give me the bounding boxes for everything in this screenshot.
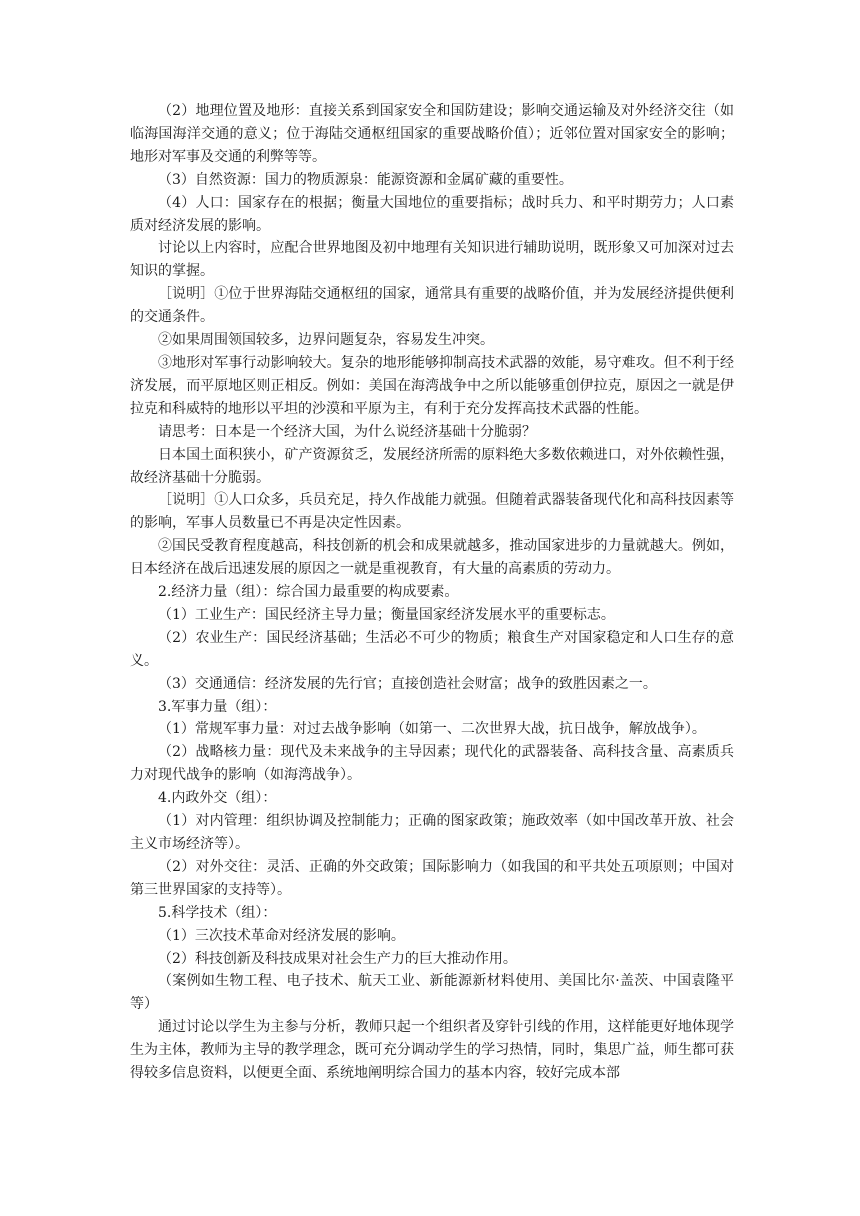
heading-science-technology: 5.科学技术（组）： bbox=[158, 904, 277, 921]
paragraph-teaching-method: 通过讨论以学生为主参与分析，教师只起一个组织者及穿针引线的作用，这样能更好地体现学生为主体，教师为主导的教学理念，既可充分调动学生的学习热情，同时，集思广益，师生都可获得较多信息资料，以便更全面、系统地阐明综合国力的基本内容，较好完成本部 bbox=[130, 1019, 734, 1082]
paragraph-strategic-nuclear: （2）战略核力量：现代及未来战争的主导因素；现代化的武器装备、高科技含量、高素质兵力对现代战争的影响（如海湾战争）。 bbox=[130, 744, 734, 784]
paragraph-explanation-1: ［说明］①位于世界海陆交通枢纽的国家，通常具有重要的战略价值，并为发展经济提供便利的交通条件。 bbox=[130, 286, 734, 326]
heading-economic-power: 2.经济力量（组）：综合国力最重要的构成要素。 bbox=[158, 584, 459, 601]
paragraph-natural-resources: （3）自然资源：国力的物质源泉：能源资源和金属矿藏的重要性。 bbox=[158, 171, 573, 188]
document-body bbox=[130, 100, 734, 1085]
paragraph-case-examples: （案例如生物工程、电子技术、航天工业、新能源新材料使用、美国比尔·盖茨、中国袁隆平等） bbox=[130, 973, 734, 1013]
paragraph-tech-revolutions: （1）三次技术革命对经济发展的影响。 bbox=[158, 927, 405, 944]
paragraph-industry: （1）工业生产：国民经济主导力量；衡量国家经济发展水平的重要标志。 bbox=[158, 606, 615, 623]
paragraph-answer-japan: 日本国土面积狭小，矿产资源贫乏，发展经济所需的原料绝大多数依赖进口，对外依赖性强，故经济基础十分脆弱。 bbox=[130, 446, 734, 486]
heading-military-power: 3.军事力量（组）： bbox=[158, 698, 277, 715]
heading-domestic-foreign-affairs: 4.内政外交（组）： bbox=[158, 790, 277, 807]
paragraph-agriculture: （2）农业生产：国民经济基础；生活必不可少的物质；粮食生产对国家稳定和人口生存的意义。 bbox=[130, 629, 734, 669]
paragraph-question-japan: 请思考：日本是一个经济大国，为什么说经济基础十分脆弱？ bbox=[158, 423, 536, 440]
paragraph-explanation-3: ③地形对军事行动影响较大。复杂的地形能够抑制高技术武器的效能，易守难攻。但不利于经济发展，而平原地区则正相反。例如：美国在海湾战争中之所以能够重创伊拉克，原因之一就是伊拉克和科威特的地形以平坦的沙漠和平原为主，有利于充分发挥高技术武器的性能。 bbox=[130, 354, 734, 417]
paragraph-location-terrain: （2）地理位置及地形：直接关系到国家安全和国防建设；影响交通运输及对外经济交往（如临海国海洋交通的意义；位于海陆交通枢纽国家的重要战略价值）；近邻位置对国家安全的影响；地形对军事及交通的利弊等等。 bbox=[130, 103, 734, 165]
paragraph-population-explanation-2: ②国民受教育程度越高，科技创新的机会和成果就越多，推动国家进步的力量就越大。例如，日本经济在战后迅速发展的原因之一就是重视教育，有大量的高素质的劳动力。 bbox=[130, 538, 734, 578]
paragraph-domestic-management: （1）对内管理：组织协调及控制能力；正确的图家政策；施政效率（如中国改革开放、社会主义市场经济等）。 bbox=[130, 813, 734, 852]
paragraph-transport-communication: （3）交通通信：经济发展的先行官；直接创造社会财富；战争的致胜因素之一。 bbox=[158, 675, 657, 692]
paragraph-discussion-note: 讨论以上内容时，应配合世界地图及初中地理有关知识进行辅助说明，既形象又可加深对过去知识的掌握。 bbox=[130, 240, 734, 280]
paragraph-foreign-relations: （2）对外交往：灵活、正确的外交政策；国际影响力（如我国的和平共处五项原则；中国对第三世界国家的支持等）。 bbox=[130, 858, 734, 898]
paragraph-explanation-2: ②如果周围领国较多，边界问题复杂，容易发生冲突。 bbox=[158, 332, 494, 349]
paragraph-tech-innovation: （2）科技创新及科技成果对社会生产力的巨大推动作用。 bbox=[158, 950, 517, 967]
paragraph-population: （4）人口：国家存在的根据；衡量大国地位的重要指标；战时兵力、和平时期劳力；人口素质对经济发展的影响。 bbox=[130, 194, 734, 234]
paragraph-population-explanation-1: ［说明］①人口众多，兵员充足，持久作战能力就强。但随着武器装备现代化和高科技因素等的影响，军事人员数量已不再是决定性因素。 bbox=[130, 492, 734, 532]
paragraph-conventional-military: （1）常规军事力量：对过去战争影响（如第一、二次世界大战，抗日战争，解放战争）。 bbox=[158, 721, 706, 738]
